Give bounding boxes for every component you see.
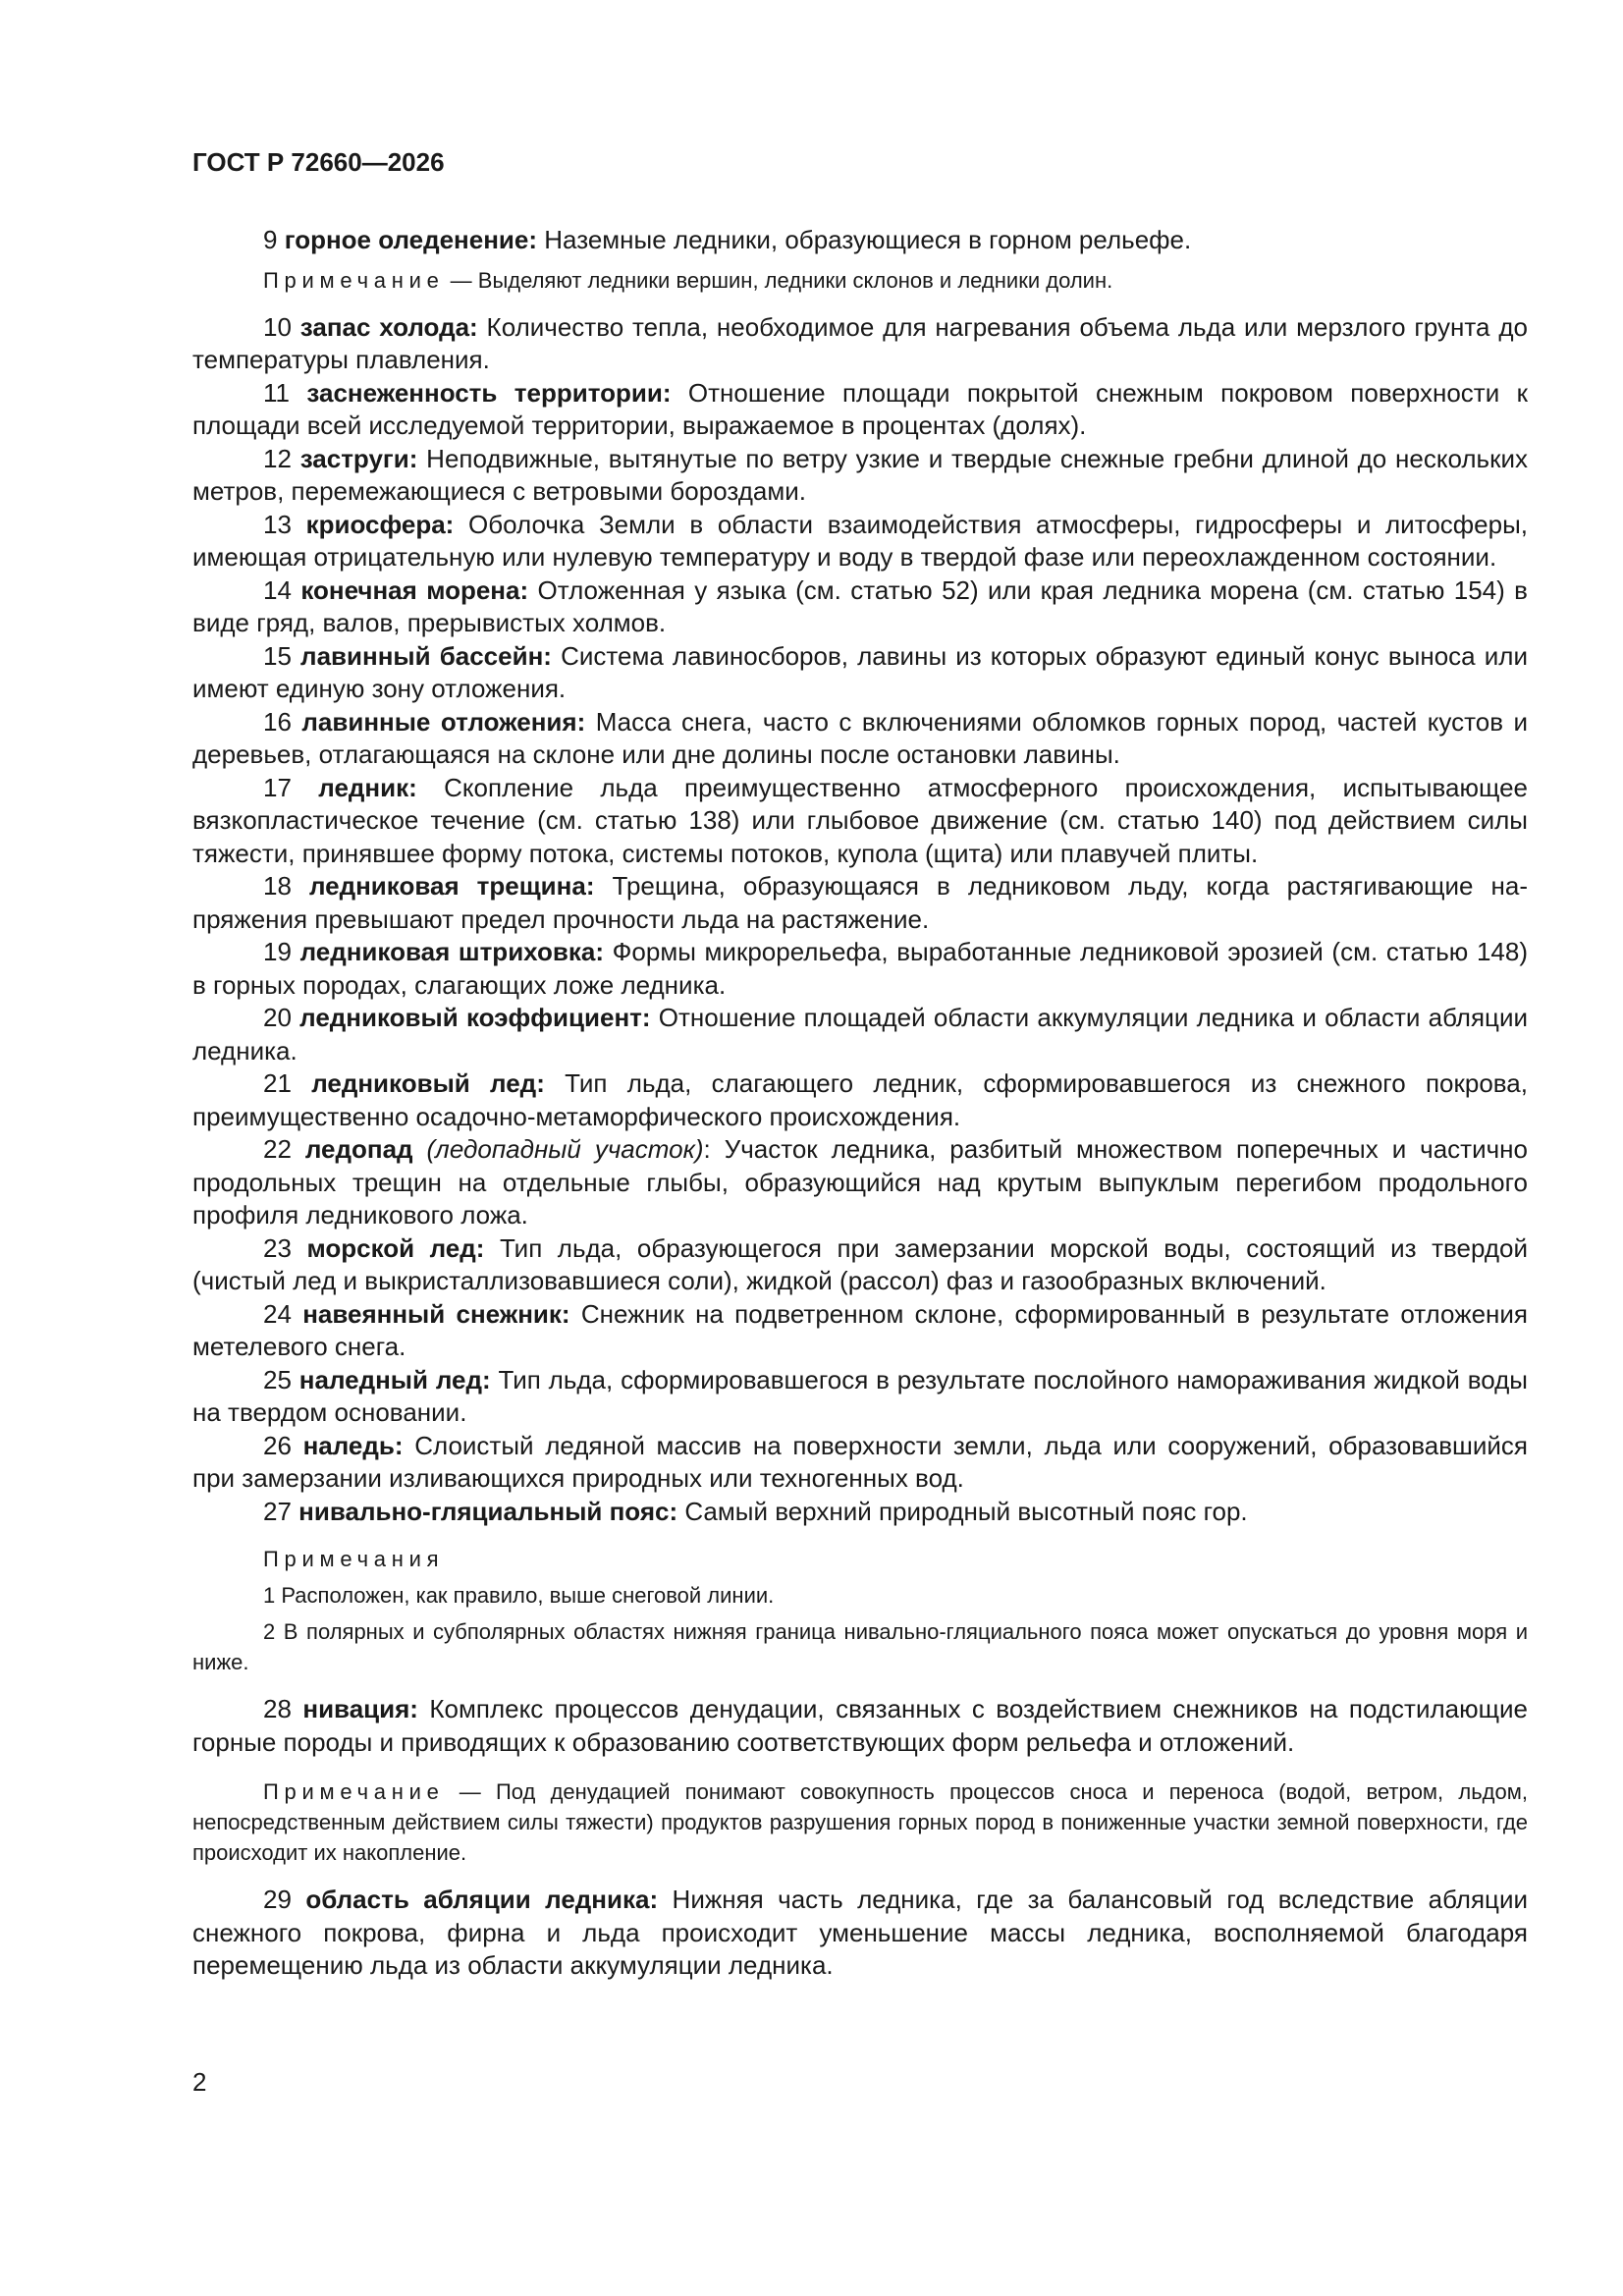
entry-number: 23 bbox=[263, 1232, 292, 1263]
entry-number: 18 bbox=[263, 871, 292, 901]
note-label: Примечания bbox=[263, 1547, 445, 1571]
definition: Самый верхний природный высотный пояс гор. bbox=[677, 1496, 1248, 1526]
term-entry-19 bbox=[192, 936, 1528, 1002]
term: ледниковый лед: bbox=[311, 1068, 545, 1098]
entry-number: 21 bbox=[263, 1068, 292, 1098]
entry-number: 11 bbox=[263, 377, 290, 408]
term-entry-23 bbox=[192, 1232, 1528, 1298]
definition: Система лавиносборов, лавины из которых образуют единый конус выноса или имеют единую зону отложения. bbox=[192, 640, 1528, 703]
entry-number: 22 bbox=[263, 1134, 292, 1164]
note-text: — Под денудацией понимают совокупность процессов сноса и переноса (водой, ветром, льдом, непосредственным действием силы тяжести) продуктов разрушения горных пород в пониженные участки земной поверхности, где происходит их накопление. bbox=[192, 1779, 1528, 1865]
term: лавинный бассейн: bbox=[300, 640, 552, 671]
note-label: Примечание bbox=[263, 1779, 445, 1804]
term: горное оледенение: bbox=[284, 225, 538, 254]
term: навеянный снежник: bbox=[302, 1298, 570, 1329]
entry-number: 17 bbox=[263, 772, 292, 802]
term-entry-13 bbox=[192, 509, 1528, 574]
term-entry-15 bbox=[192, 640, 1528, 706]
document-header: ГОСТ Р 72660—2026 bbox=[192, 147, 445, 177]
term-entry-14 bbox=[192, 574, 1528, 640]
entry-number: 15 bbox=[263, 640, 292, 671]
term-entry-20 bbox=[192, 1002, 1528, 1067]
entry-number: 13 bbox=[263, 509, 292, 539]
definition: Наземные ледники, образующиеся в горном рельефе. bbox=[537, 225, 1192, 254]
note-27-item-1: 1 Расположен, как правило, выше снеговой линии. bbox=[263, 1583, 775, 1608]
entry-number: 10 bbox=[263, 311, 292, 342]
term-entry-24 bbox=[192, 1298, 1528, 1364]
entry-number: 9 bbox=[263, 225, 278, 254]
term-entry-18 bbox=[192, 870, 1528, 936]
entry-number: 16 bbox=[263, 706, 292, 737]
definition: Тип льда, слагающего ледник, сформировавшегося из снежного покрова, преимущественно осадочно-метаморфического происхождения. bbox=[192, 1068, 1528, 1131]
definition: Отложенная у языка (см. статью 52) или края ледника морена (см. статью 154) в виде гряд, валов, прерывистых холмов. bbox=[192, 574, 1528, 637]
term-entry-12 bbox=[192, 443, 1528, 509]
term: область абляции ледника: bbox=[305, 1885, 659, 1914]
term: ледниковая штриховка: bbox=[299, 937, 604, 966]
definition: Отношение площадей области аккумуляции ледника и области абляции ледника. bbox=[192, 1003, 1528, 1066]
definition: Формы микрорельефа, выработанные ледниковой эрозией (см. статью 148) в горных породах, слагающих ложе ледника. bbox=[192, 937, 1528, 1000]
definition: Слоистый ледяной массив на поверхности земли, льда или сооружений, образовавшийся при замерзании изливающихся природных или техногенных вод. bbox=[192, 1430, 1528, 1493]
note-label: Примечание bbox=[263, 267, 445, 293]
term-entry-21 bbox=[192, 1067, 1528, 1133]
definition: Скопление льда преимущественно атмосферного происхождения, испытывающее вязкопластическое течение (см. статью 138) или глыбовое движение (см. статью 140) под действием силы тяжести, принявшее форму потока, системы потоков, купола (щита) или плавучей плиты. bbox=[192, 772, 1528, 868]
note-9 bbox=[192, 265, 1528, 296]
entry-number: 12 bbox=[263, 443, 292, 473]
definition: Масса снега, часто с включениями обломков горных пород, частей кустов и деревьев, отлагающаяся на склоне или дне долины после остановки лавины. bbox=[192, 706, 1528, 769]
note-27-item-2: 2 В полярных и субполярных областях нижняя граница нивально-гляциального пояса может опускаться до уровня моря и ниже. bbox=[192, 1619, 1528, 1674]
term-entry-17 bbox=[192, 772, 1528, 871]
entry-number: 20 bbox=[263, 1003, 292, 1032]
term: наледный лед: bbox=[298, 1364, 491, 1394]
entry-number: 24 bbox=[263, 1298, 292, 1329]
definition: Тип льда, сформировавшегося в результате послойного намораживания жидкой воды на твердом основании. bbox=[192, 1364, 1528, 1427]
term: нивация: bbox=[302, 1694, 418, 1723]
definition: Количество тепла, необходимое для нагревания объема льда или мерзлого грунта до температуры плавления. bbox=[192, 311, 1528, 374]
term-entry-9 bbox=[192, 224, 1528, 257]
page-number: 2 bbox=[192, 2067, 207, 2097]
term-entry-29 bbox=[192, 1884, 1528, 1983]
alternate-term: (ледопадный участок) bbox=[426, 1134, 704, 1164]
entry-number: 19 bbox=[263, 937, 292, 966]
terms-list bbox=[192, 224, 1528, 1983]
definition: Отношение площади покрытой снежным покровом поверхности к площади всей исследуемой территории, выражаемое в процентах (долях). bbox=[192, 377, 1528, 440]
term: ледниковый коэффициент: bbox=[299, 1003, 651, 1032]
term: морской лед: bbox=[306, 1232, 485, 1263]
term: наледь: bbox=[302, 1430, 404, 1460]
term: запас холода: bbox=[299, 311, 478, 342]
term: лавинные отложения: bbox=[301, 706, 586, 737]
term-entry-25 bbox=[192, 1364, 1528, 1430]
definition: : Участок ледника, разбитый множеством поперечных и частично продольных трещин на отдельные глыбы, образующийся над крутым выпуклым перегибом продольного профиля ледникового ложа. bbox=[192, 1134, 1528, 1230]
term-entry-16 bbox=[192, 706, 1528, 772]
definition: Тип льда, образующегося при замерзании морской воды, состоящий из твердой (чистый лед и выкристаллизовавшиеся соли), жидкой (рассол) фаз и газообразных включений. bbox=[192, 1232, 1528, 1295]
entry-number: 27 bbox=[263, 1496, 292, 1526]
definition: Трещина, образующаяся в ледниковом льду, когда растягивающие напряжения превышают предел прочности льда на растяжение. bbox=[192, 871, 1528, 934]
note-text: — Выделяют ледники вершин, ледники склонов и ледники долин. bbox=[444, 267, 1113, 293]
term-entry-10 bbox=[192, 311, 1528, 377]
term: конечная морена: bbox=[300, 574, 529, 605]
term: заснеженность территории: bbox=[306, 377, 672, 408]
entry-number: 14 bbox=[263, 574, 292, 605]
term-entry-22 bbox=[192, 1133, 1528, 1232]
term: нивально-гляциальный пояс: bbox=[298, 1496, 678, 1526]
definition: Нижняя часть ледника, где за балансовый год вследствие абляции снежного покрова, фирна и льда происходит уменьшение массы ледника, восполняемой благодаря перемещению льда из области аккумуляции ледника. bbox=[192, 1885, 1528, 1980]
term: ледник: bbox=[318, 772, 417, 802]
term-entry-11 bbox=[192, 377, 1528, 443]
entry-number: 28 bbox=[263, 1694, 292, 1723]
note-27-label bbox=[192, 1544, 1528, 1574]
term: криосфера: bbox=[305, 509, 455, 539]
term: заструги: bbox=[299, 443, 418, 473]
term-entry-26 bbox=[192, 1430, 1528, 1496]
term: ледниковая трещина: bbox=[308, 871, 595, 901]
term: ледопад bbox=[304, 1134, 413, 1164]
definition: Снежник на подветренном склоне, сформированный в результате отложения метелевого снега. bbox=[192, 1298, 1529, 1361]
definition: Комплекс процессов денудации, связанных с воздействием снежников на подстилающие горные породы и приводящих к образованию соответствующих форм рельефа и отложений. bbox=[192, 1694, 1528, 1757]
note-28 bbox=[192, 1777, 1528, 1868]
entry-number: 25 bbox=[263, 1364, 292, 1394]
term-entry-28 bbox=[192, 1693, 1528, 1759]
term-entry-27 bbox=[192, 1496, 1528, 1529]
definition: Оболочка Земли в области взаимодействия атмосферы, гидросферы и литосферы, имеющая отрицательную или нулевую температуру и воду в твердой фазе или переохлажденном состоянии. bbox=[192, 509, 1528, 572]
definition: Неподвижные, вытянутые по ветру узкие и твердые снежные гребни длиной до нескольких метров, перемежающиеся с ветровыми бороздами. bbox=[192, 443, 1528, 506]
entry-number: 29 bbox=[263, 1885, 292, 1914]
entry-number: 26 bbox=[263, 1430, 292, 1460]
